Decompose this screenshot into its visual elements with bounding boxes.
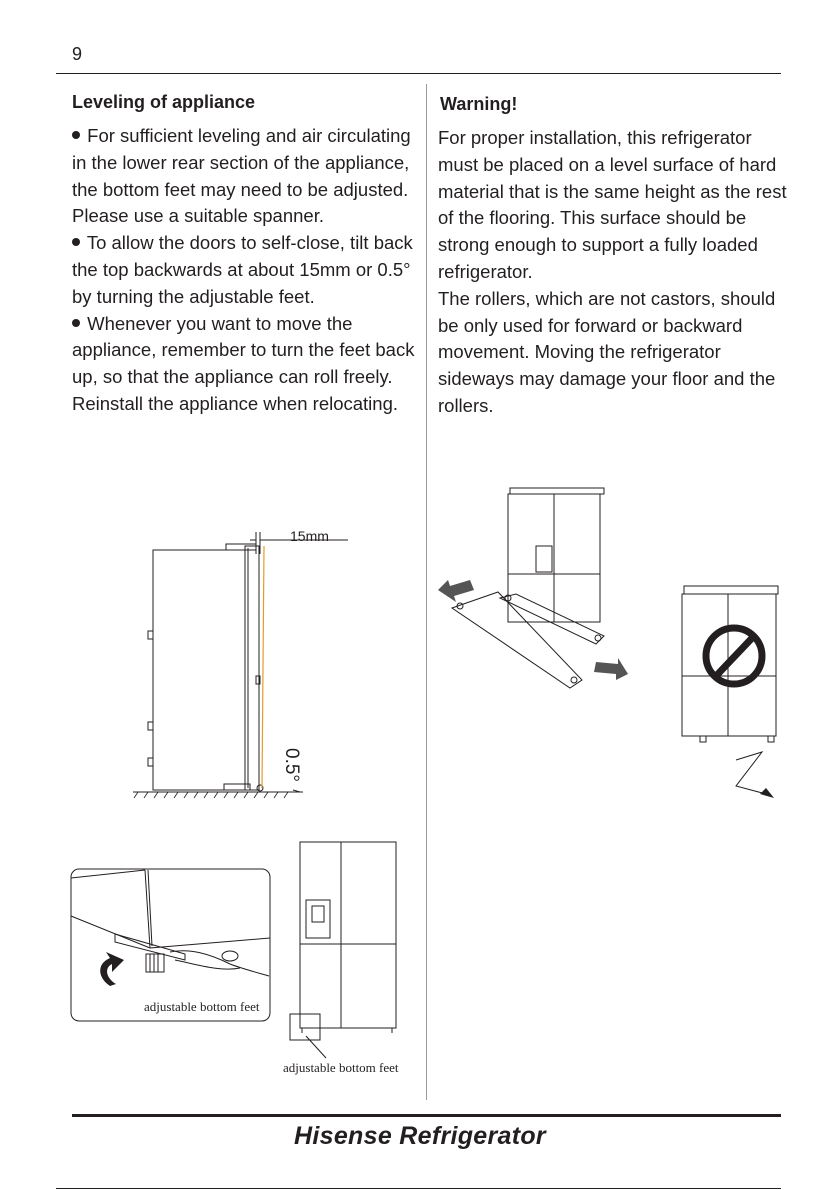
feet-front-label: adjustable bottom feet bbox=[283, 1060, 399, 1075]
warning-text bbox=[438, 125, 788, 420]
brand-footer: Hisense Refrigerator bbox=[294, 1122, 546, 1150]
tilt-angle-label: 0.5° bbox=[281, 748, 302, 783]
footer-rule bbox=[72, 1114, 781, 1117]
front-view-diagram bbox=[282, 840, 422, 1076]
header-rule bbox=[56, 73, 781, 74]
page-number: 9 bbox=[72, 44, 83, 64]
leveling-paragraph: For sufficient leveling and air circulating in the lower rear section of the appliance, the bottom feet may need to be adjusted. Please use a suitable spanner. bbox=[72, 125, 411, 227]
leveling-instructions bbox=[72, 123, 417, 418]
bullet-icon bbox=[72, 131, 80, 139]
leveling-paragraph: To allow the doors to self-close, tilt back the top backwards at about 15mm or 0.5° by turning the adjustable feet. bbox=[72, 232, 413, 307]
sideways-arrow-icon bbox=[760, 788, 774, 798]
feet-closeup-label: adjustable bottom feet bbox=[144, 999, 260, 1014]
leveling-heading: Leveling of appliance bbox=[72, 92, 256, 112]
no-sideways-move-diagram bbox=[676, 580, 786, 806]
leveling-paragraph: Whenever you want to move the appliance, remember to turn the feet back up, so that the appliance can roll freely. Reinstall the appliance when relocating. bbox=[72, 312, 415, 414]
bullet-icon bbox=[72, 319, 80, 327]
arrow-backward-icon bbox=[438, 580, 474, 602]
bullet-icon bbox=[72, 238, 80, 246]
feet-closeup-diagram bbox=[70, 868, 272, 1024]
warning-heading: Warning! bbox=[440, 94, 518, 114]
rollers-forward-backward-diagram bbox=[432, 484, 632, 694]
column-divider bbox=[426, 84, 427, 1100]
warning-paragraph: The rollers, which are not castors, should be only used for forward or backward movement. Moving the refrigerator sideways may damage your floor and the rollers. bbox=[438, 287, 776, 416]
warning-paragraph: For proper installation, this refrigerator must be placed on a level surface of hard material that is the same height as the rest of the flooring. This surface should be strong enough to support a fully loaded refrigerator. bbox=[438, 127, 787, 282]
gap-measurement-label: 15mm bbox=[290, 528, 329, 544]
arrow-forward-icon bbox=[594, 658, 628, 680]
tilt-side-view-diagram bbox=[128, 526, 368, 806]
bottom-rule bbox=[56, 1188, 781, 1189]
